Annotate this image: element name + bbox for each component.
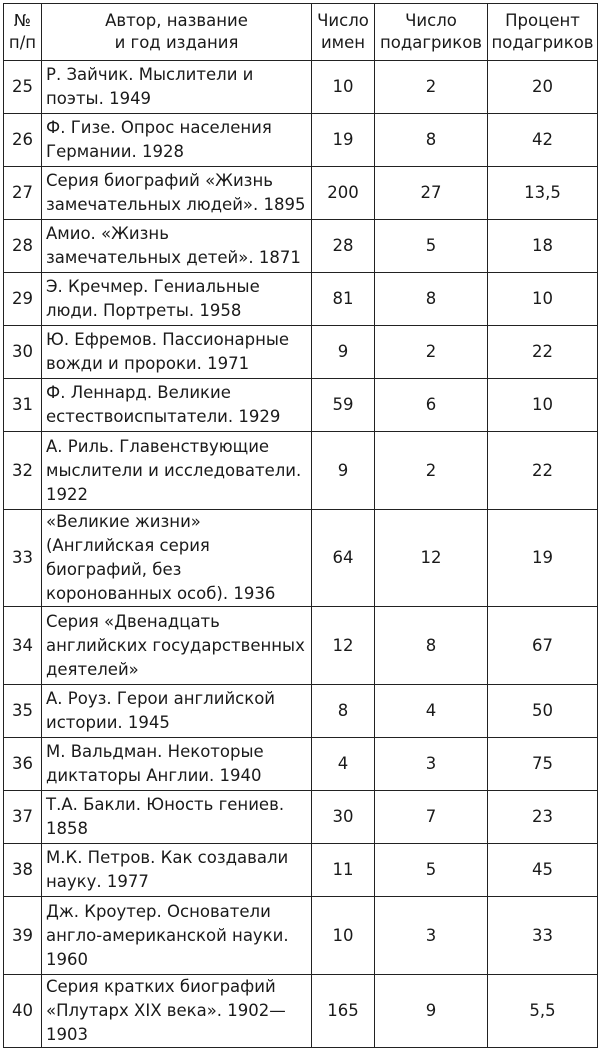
row-names-count: 30 [312, 791, 375, 844]
row-number: 36 [4, 738, 42, 791]
row-names-count: 64 [312, 510, 375, 607]
row-gouty-percent: 42 [488, 114, 598, 167]
header-title [42, 4, 312, 61]
row-gouty-percent: 10 [488, 379, 598, 432]
header-gouty-count [375, 4, 488, 61]
table-row [4, 379, 598, 432]
row-gouty-percent: 23 [488, 791, 598, 844]
row-gouty-percent: 75 [488, 738, 598, 791]
row-number: 30 [4, 326, 42, 379]
row-gouty-count: 6 [375, 379, 488, 432]
table-row [4, 61, 598, 114]
row-title: Серия кратких биографий «Плутарх XIX века». 1902—1903 [42, 975, 312, 1048]
row-gouty-count: 3 [375, 897, 488, 975]
row-gouty-percent: 13,5 [488, 167, 598, 220]
table-row [4, 326, 598, 379]
row-number: 38 [4, 844, 42, 897]
row-title: Э. Кречмер. Гениальные люди. Портреты. 1958 [42, 273, 312, 326]
row-title: М.К. Петров. Как создавали науку. 1977 [42, 844, 312, 897]
header-gouty-percent [488, 4, 598, 61]
row-gouty-percent: 22 [488, 432, 598, 510]
row-gouty-percent: 45 [488, 844, 598, 897]
table-row [4, 791, 598, 844]
row-gouty-percent: 33 [488, 897, 598, 975]
header-gouty-line2: подагриков [379, 33, 483, 52]
header-row [4, 4, 598, 61]
row-number: 34 [4, 607, 42, 685]
table-row [4, 510, 598, 607]
row-gouty-count: 4 [375, 685, 488, 738]
header-names-line2: имен [320, 33, 366, 52]
row-number: 28 [4, 220, 42, 273]
row-names-count: 81 [312, 273, 375, 326]
table-row [4, 607, 598, 685]
header-gouty-line1: Число [405, 11, 457, 30]
row-gouty-count: 8 [375, 273, 488, 326]
header-number-line1: № [13, 11, 32, 30]
row-number: 40 [4, 975, 42, 1048]
row-gouty-percent: 5,5 [488, 975, 598, 1048]
row-title: А. Риль. Главенствующие мыслители и исследователи. 1922 [42, 432, 312, 510]
row-number: 31 [4, 379, 42, 432]
table-row [4, 844, 598, 897]
row-gouty-percent: 19 [488, 510, 598, 607]
row-title: Серия биографий «Жизнь замечательных людей». 1895 [42, 167, 312, 220]
row-names-count: 165 [312, 975, 375, 1048]
row-title: Ф. Леннард. Великие естествоиспытатели. 1929 [42, 379, 312, 432]
row-title: Ф. Гизе. Опрос населения Германии. 1928 [42, 114, 312, 167]
row-names-count: 11 [312, 844, 375, 897]
row-title: Р. Зайчик. Мыслители и поэты. 1949 [42, 61, 312, 114]
row-title: Т.А. Бакли. Юность гениев. 1858 [42, 791, 312, 844]
header-percent-line2: подагриков [491, 33, 594, 52]
table-row [4, 220, 598, 273]
table-row [4, 897, 598, 975]
row-number: 27 [4, 167, 42, 220]
table-row [4, 685, 598, 738]
header-percent-line1: Процент [505, 11, 580, 30]
header-number-line2: п/п [8, 33, 37, 52]
row-names-count: 9 [312, 326, 375, 379]
row-title: Серия «Двенадцать английских государственных деятелей» [42, 607, 312, 685]
row-gouty-count: 2 [375, 432, 488, 510]
row-gouty-count: 8 [375, 114, 488, 167]
header-title-line1: Автор, название [105, 11, 248, 30]
row-title: «Великие жизни» (Английская серия биографий, без коронованных особ). 1936 [42, 510, 312, 607]
row-gouty-percent: 10 [488, 273, 598, 326]
row-names-count: 10 [312, 897, 375, 975]
row-names-count: 19 [312, 114, 375, 167]
row-gouty-percent: 50 [488, 685, 598, 738]
table-row [4, 273, 598, 326]
row-number: 35 [4, 685, 42, 738]
header-names-line1: Число [317, 11, 369, 30]
row-names-count: 10 [312, 61, 375, 114]
row-names-count: 200 [312, 167, 375, 220]
row-title: Амио. «Жизнь замечательных детей». 1871 [42, 220, 312, 273]
table-row [4, 114, 598, 167]
table-row [4, 167, 598, 220]
row-gouty-percent: 67 [488, 607, 598, 685]
row-gouty-count: 9 [375, 975, 488, 1048]
table-header [4, 4, 598, 61]
gout-statistics-table [3, 3, 598, 1048]
header-number [4, 4, 42, 61]
row-gouty-count: 2 [375, 61, 488, 114]
row-number: 37 [4, 791, 42, 844]
row-gouty-count: 8 [375, 607, 488, 685]
row-number: 26 [4, 114, 42, 167]
row-gouty-count: 3 [375, 738, 488, 791]
row-names-count: 12 [312, 607, 375, 685]
row-gouty-count: 12 [375, 510, 488, 607]
row-title: М. Вальдман. Некоторые диктаторы Англии. 1940 [42, 738, 312, 791]
row-number: 25 [4, 61, 42, 114]
row-names-count: 8 [312, 685, 375, 738]
row-title: Дж. Кроутер. Основатели англо-американской науки. 1960 [42, 897, 312, 975]
row-names-count: 4 [312, 738, 375, 791]
row-number: 33 [4, 510, 42, 607]
row-number: 29 [4, 273, 42, 326]
row-gouty-count: 7 [375, 791, 488, 844]
table-body [4, 61, 598, 1048]
row-names-count: 28 [312, 220, 375, 273]
row-names-count: 59 [312, 379, 375, 432]
row-gouty-count: 2 [375, 326, 488, 379]
table-row [4, 738, 598, 791]
row-gouty-count: 5 [375, 844, 488, 897]
row-gouty-count: 5 [375, 220, 488, 273]
row-gouty-percent: 22 [488, 326, 598, 379]
row-title: А. Роуз. Герои английской истории. 1945 [42, 685, 312, 738]
header-names-count [312, 4, 375, 61]
header-title-line2: и год издания [114, 33, 239, 52]
row-number: 39 [4, 897, 42, 975]
row-gouty-percent: 18 [488, 220, 598, 273]
row-gouty-percent: 20 [488, 61, 598, 114]
row-number: 32 [4, 432, 42, 510]
row-names-count: 9 [312, 432, 375, 510]
table-row [4, 975, 598, 1048]
row-title: Ю. Ефремов. Пассионарные вожди и пророки. 1971 [42, 326, 312, 379]
table-row [4, 432, 598, 510]
row-gouty-count: 27 [375, 167, 488, 220]
